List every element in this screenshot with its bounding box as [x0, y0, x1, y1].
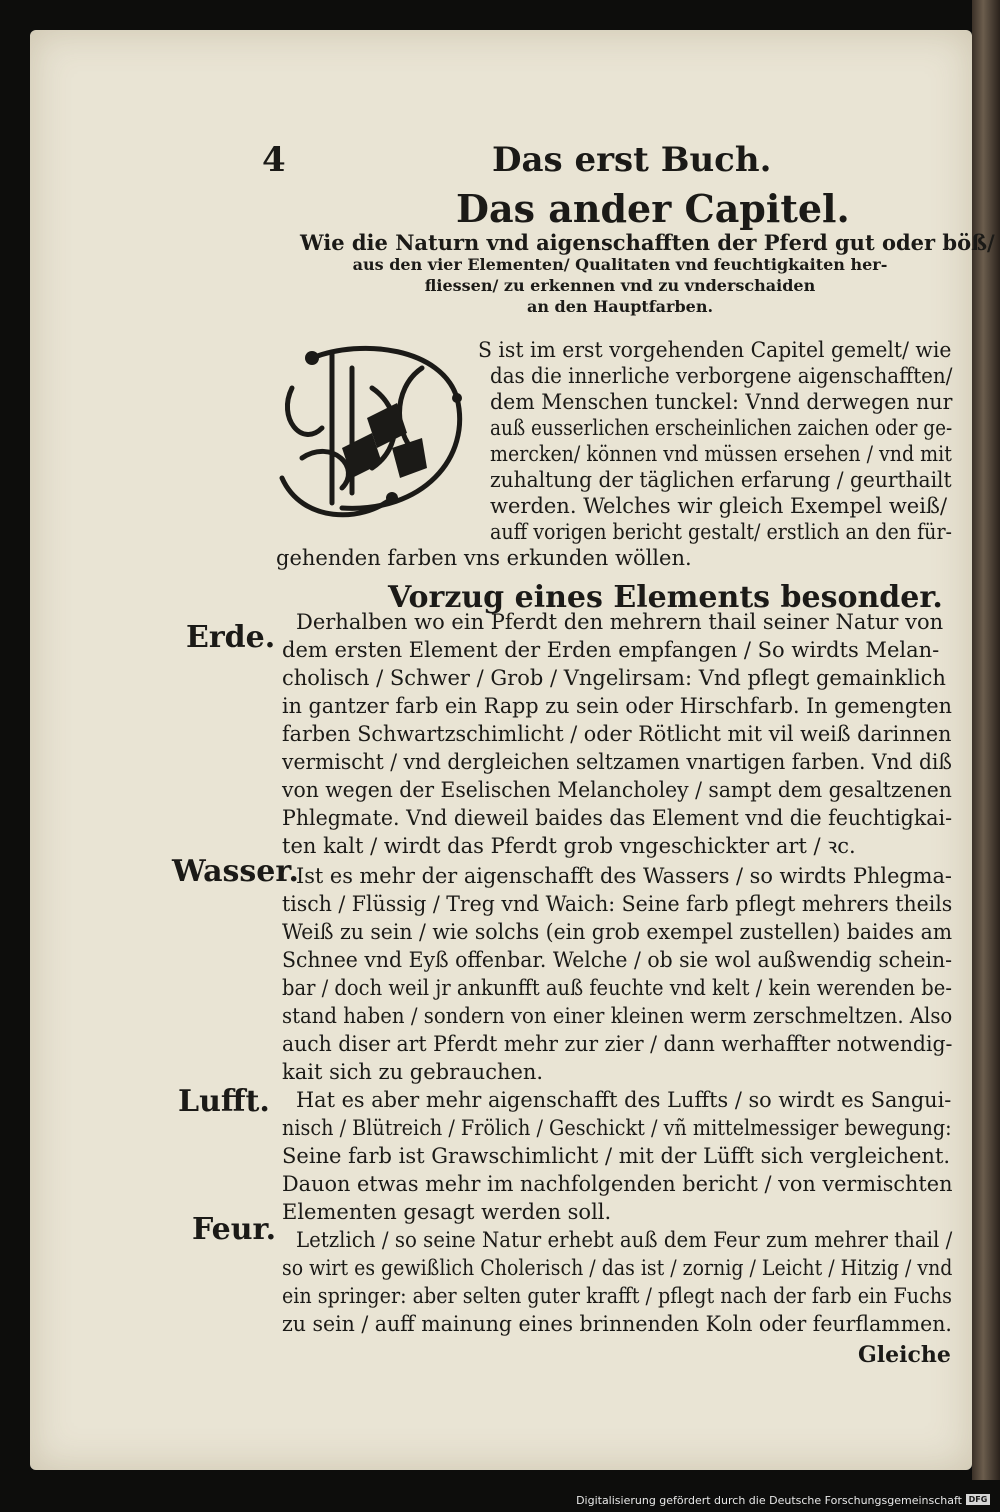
body-text-line: stand haben / sondern von einer kleinen werm zerschmeltzen. Also — [282, 1004, 953, 1028]
chapter-subtitle-line: Wie die Naturn vnd aigenschafften der Pferd gut oder böß/ — [300, 230, 995, 255]
intro-text-line: S ist im erst vorgehenden Capitel gemelt/ wie — [478, 338, 952, 362]
intro-text-line: mercken/ können vnd müssen ersehen / vnd mit — [490, 442, 952, 466]
body-text-line: cholisch / Schwer / Grob / Vngelirsam: Vnd pflegt gemainklich — [282, 666, 946, 690]
margin-note-fire: Feur. — [192, 1212, 277, 1247]
body-text-line: Hat es aber mehr aigenschafft des Luffts / so wirdt es Sangui- — [296, 1088, 952, 1112]
intro-text-line: auß eusserlichen erscheinlichen zaichen oder ge- — [490, 416, 953, 440]
footer-credit: Digitalisierung gefördert durch die Deutsche Forschungsgemeinschaft — [576, 1494, 962, 1507]
body-text-line: vermischt / vnd dergleichen seltzamen vnartigen farben. Vnd diß — [282, 750, 952, 774]
body-text-line: Phlegmate. Vnd dieweil baides das Element vnd die feuchtigkai- — [282, 806, 953, 830]
chapter-subtitle-line: aus den vier Elementen/ Qualitaten vnd feuchtigkaiten her- — [352, 255, 888, 274]
running-head: Das erst Buch. — [492, 140, 772, 180]
intro-text-line: zuhaltung der täglichen erfarung / geurthailt — [490, 468, 952, 492]
chapter-subtitle-line: an den Hauptfarben. — [526, 297, 714, 316]
body-text-line: Schnee vnd Eyß offenbar. Welche / ob sie wol außwendig schein- — [282, 948, 953, 972]
body-text-line: Elementen gesagt werden soll. — [282, 1200, 612, 1224]
body-text-line: zu sein / auff mainung eines brinnenden Koln oder feurflammen. — [282, 1312, 952, 1336]
body-text-line: bar / doch weil jr ankunfft auß feuchte vnd kelt / kein werenden be- — [282, 976, 952, 1000]
section-heading: Vorzug eines Elements besonder. — [388, 580, 943, 615]
body-text-line: farben Schwartzschimlicht / oder Rötlicht mit vil weiß darinnen — [282, 722, 952, 746]
intro-text-line: gehenden farben vns erkunden wöllen. — [276, 546, 692, 570]
body-text-line: Letzlich / so seine Natur erhebt auß dem Feur zum mehrer thail / — [296, 1228, 953, 1252]
intro-text-line: das die innerliche verborgene aigenschafften/ — [490, 364, 953, 388]
body-text-line: von wegen der Eselischen Melancholey / sampt dem gesaltzenen — [282, 778, 952, 802]
intro-text-line: auff vorigen bericht gestalt/ erstlich an den für- — [490, 520, 953, 544]
body-text-line: Derhalben wo ein Pferdt den mehrern thail seiner Natur von — [296, 610, 944, 634]
body-text-line: ein springer: aber selten guter krafft / pflegt nach der farb ein Fuchs — [282, 1284, 952, 1308]
margin-note-air: Lufft. — [178, 1084, 270, 1119]
body-text-line: tisch / Flüssig / Treg vnd Waich: Seine farb pflegt mehrers theils — [282, 892, 953, 916]
margin-note-earth: Erde. — [186, 620, 276, 655]
body-text-line: Seine farb ist Grawschimlicht / mit der Lüfft sich vergleichent. — [282, 1144, 951, 1168]
chapter-subtitle-line: fliessen/ zu erkennen vnd zu vnderschaiden — [424, 276, 816, 295]
body-text-line: nisch / Blütreich / Frölich / Geschickt / vñ mittelmessiger bewegung: — [282, 1116, 952, 1140]
body-text-line: auch diser art Pferdt mehr zur zier / dann werhaffter notwendig- — [282, 1032, 953, 1056]
body-text-line: kait sich zu gebrauchen. — [282, 1060, 544, 1084]
intro-text-line: werden. Welches wir gleich Exempel weiß/ — [490, 494, 948, 518]
body-text-line: Ist es mehr der aigenschafft des Wassers / so wirdts Phlegma- — [296, 864, 952, 888]
chapter-title: Das ander Capitel. — [456, 186, 850, 231]
body-text-line: Dauon etwas mehr im nachfolgenden bericht / von vermischten — [282, 1172, 953, 1196]
intro-text-line: dem Menschen tunckel: Vnnd derwegen nur — [490, 390, 953, 414]
body-text-line: so wirt es gewißlich Cholerisch / das ist / zornig / Leicht / Hitzig / vnd — [282, 1256, 953, 1280]
catchword: Gleiche — [858, 1342, 951, 1368]
dfg-logo-icon: DFG — [966, 1494, 990, 1505]
decorated-initial-d-icon — [272, 328, 482, 528]
body-text-line: in gantzer farb ein Rapp zu sein oder Hirschfarb. In gemengten — [282, 694, 952, 718]
page-number: 4 — [262, 140, 286, 180]
body-text-line: ten kalt / wirdt das Pferdt grob vngeschickter art / ꝛc. — [282, 834, 856, 858]
body-text-line: dem ersten Element der Erden empfangen / So wirdts Melan- — [282, 638, 940, 662]
margin-note-water: Wasser. — [172, 854, 299, 889]
body-text-line: Weiß zu sein / wie solchs (ein grob exempel zustellen) baides am — [282, 920, 953, 944]
